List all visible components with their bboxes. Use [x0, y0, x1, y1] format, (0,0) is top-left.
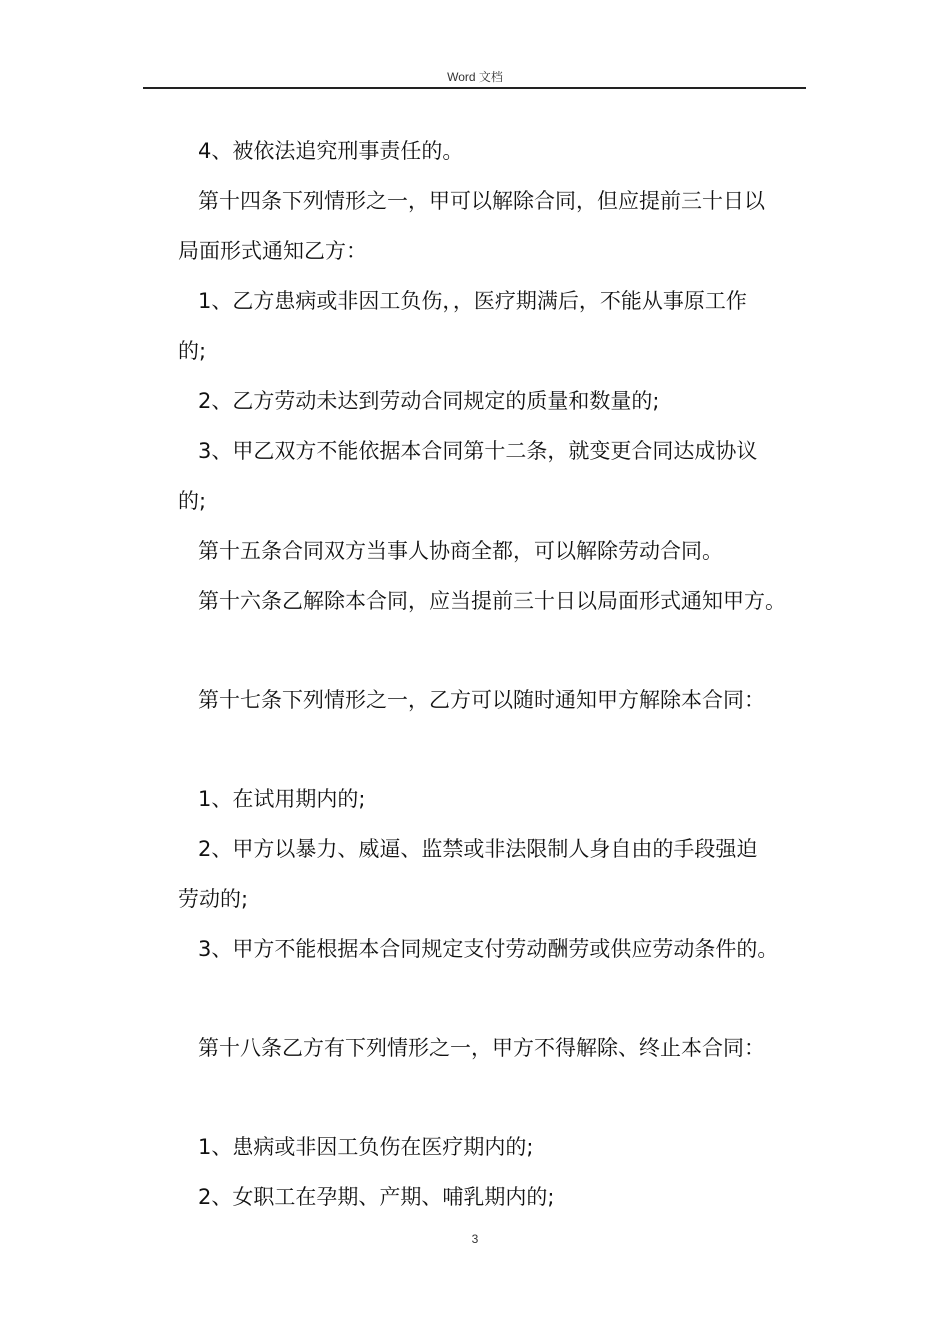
- paragraph-line: 2、乙方劳动未达到劳动合同规定的质量和数量的;: [198, 389, 660, 413]
- header-divider: [143, 87, 806, 89]
- paragraph-line: 的;: [178, 339, 207, 363]
- paragraph-line: 第十六条乙解除本合同，应当提前三十日以局面形式通知甲方。: [198, 589, 786, 613]
- paragraph-line: 第十四条下列情形之一，甲可以解除合同，但应提前三十日以: [198, 189, 765, 213]
- page-header-title: Word 文档: [447, 70, 503, 84]
- paragraph-line: 2、女职工在孕期、产期、哺乳期内的;: [198, 1185, 555, 1209]
- paragraph-line: 3、甲方不能根据本合同规定支付劳动酬劳或供应劳动条件的。: [198, 937, 779, 961]
- paragraph-line: 1、患病或非因工负伤在医疗期内的;: [198, 1135, 534, 1159]
- paragraph-line: 1、在试用期内的;: [198, 787, 366, 811]
- paragraph-line: 的;: [178, 489, 207, 513]
- paragraph-line: 第十七条下列情形之一，乙方可以随时通知甲方解除本合同：: [198, 688, 765, 712]
- paragraph-line: 局面形式通知乙方：: [178, 239, 367, 263]
- paragraph-line: 第十八条乙方有下列情形之一，甲方不得解除、终止本合同：: [198, 1036, 765, 1060]
- paragraph-line: 第十五条合同双方当事人协商全都，可以解除劳动合同。: [198, 539, 723, 563]
- paragraph-line: 4、被依法追究刑事责任的。: [198, 139, 464, 163]
- paragraph-line: 3、甲乙双方不能依据本合同第十二条，就变更合同达成协议: [198, 439, 758, 463]
- paragraph-line: 劳动的;: [178, 887, 249, 911]
- paragraph-line: 2、甲方以暴力、威逼、监禁或非法限制人身自由的手段强迫: [198, 837, 758, 861]
- paragraph-line: 1、乙方患病或非因工负伤，，医疗期满后，不能从事原工作: [198, 289, 747, 313]
- page-number: 3: [471, 1232, 479, 1246]
